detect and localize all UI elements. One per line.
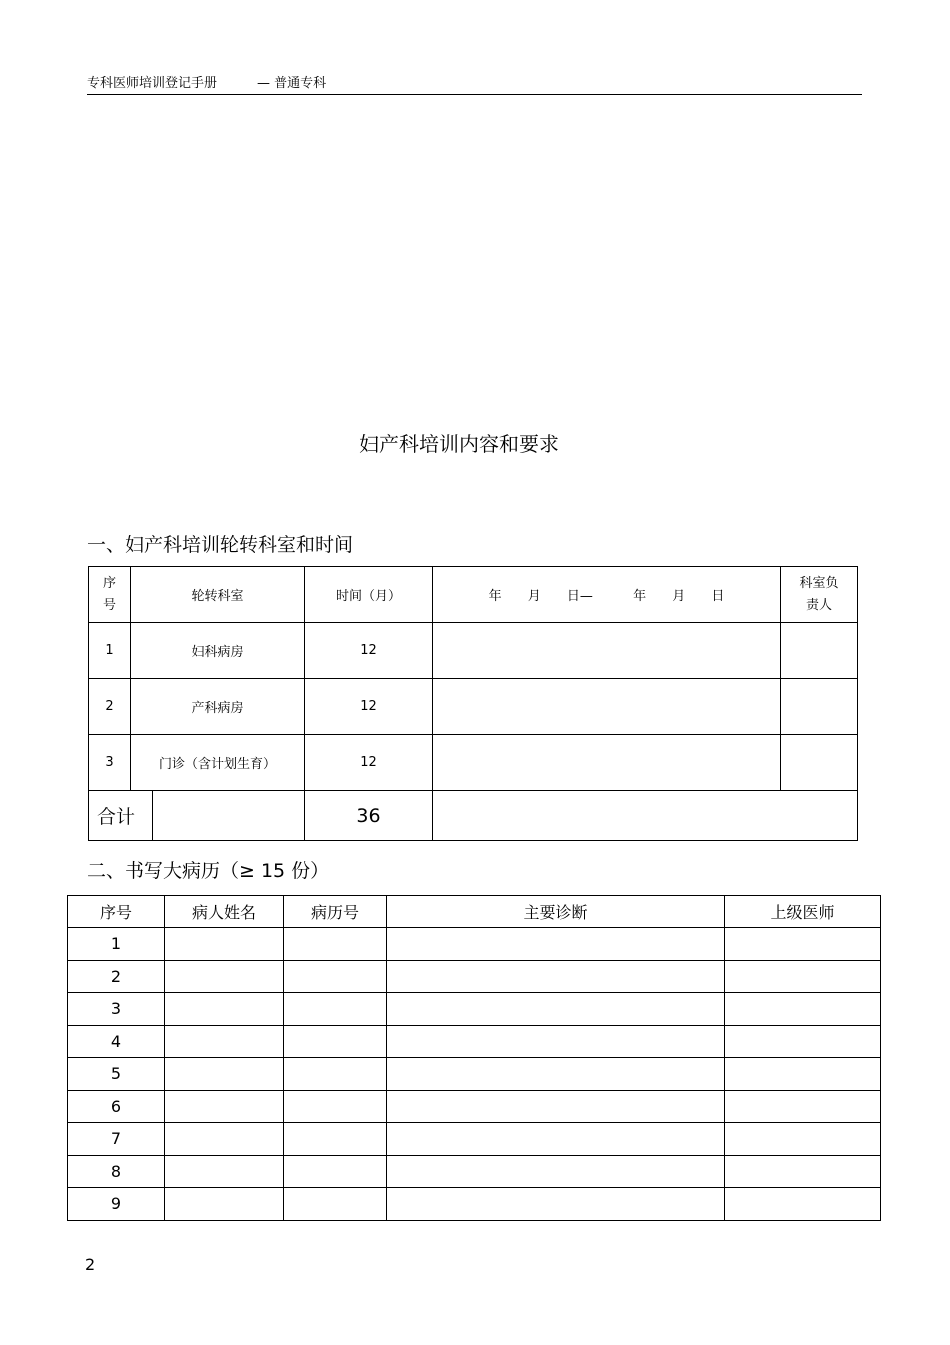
row-dept: 妇科病房 (131, 623, 305, 679)
row-seq: 7 (68, 1123, 165, 1156)
total-blank-cell (153, 791, 305, 841)
supervisor-cell[interactable] (725, 1025, 881, 1058)
record-number-cell[interactable] (284, 1123, 387, 1156)
diagnosis-cell[interactable] (387, 928, 725, 961)
supervisor-cell[interactable] (725, 1155, 881, 1188)
supervisor-cell[interactable] (725, 1188, 881, 1221)
rotation-header-row (89, 567, 858, 623)
patient-name-cell[interactable] (165, 993, 284, 1026)
diagnosis-cell[interactable] (387, 960, 725, 993)
row-seq: 1 (68, 928, 165, 961)
diagnosis-cell[interactable] (387, 1025, 725, 1058)
table-row (89, 623, 858, 679)
table-row (68, 928, 881, 961)
header-book-title: 专科医师培训登记手册 (87, 76, 218, 91)
total-remarks-cell[interactable] (433, 791, 858, 841)
total-label: 合计 (89, 791, 153, 841)
header-patient-name: 病人姓名 (165, 896, 284, 928)
row-seq: 3 (68, 993, 165, 1026)
row-seq: 2 (68, 960, 165, 993)
table-row (68, 1123, 881, 1156)
patient-name-cell[interactable] (165, 960, 284, 993)
record-number-cell[interactable] (284, 1188, 387, 1221)
table-row (89, 735, 858, 791)
document-title: 妇产科培训内容和要求 (359, 432, 559, 456)
header-dates: 年 月 日— 年 月 日 (433, 567, 781, 623)
record-number-cell[interactable] (284, 993, 387, 1026)
row-seq: 4 (68, 1025, 165, 1058)
supervisor-cell[interactable] (725, 993, 881, 1026)
row-months: 12 (305, 735, 433, 791)
record-number-cell[interactable] (284, 1025, 387, 1058)
diagnosis-cell[interactable] (387, 1123, 725, 1156)
header-dept-head: 科室负 责人 (781, 567, 858, 623)
table-row (68, 1188, 881, 1221)
record-number-cell[interactable] (284, 928, 387, 961)
row-seq: 5 (68, 1058, 165, 1091)
table-row (68, 1090, 881, 1123)
section2-title: 二、书写大病历（≥ 15 份） (87, 860, 330, 882)
row-dates-cell[interactable] (433, 623, 781, 679)
row-dates-cell[interactable] (433, 679, 781, 735)
table-row (68, 1058, 881, 1091)
row-seq: 3 (89, 735, 131, 791)
supervisor-cell[interactable] (725, 928, 881, 961)
row-months: 12 (305, 623, 433, 679)
record-number-cell[interactable] (284, 1058, 387, 1091)
table-row (89, 679, 858, 735)
header-months: 时间（月） (305, 567, 433, 623)
patient-name-cell[interactable] (165, 1025, 284, 1058)
row-seq: 6 (68, 1090, 165, 1123)
page-header (87, 70, 862, 95)
row-seq: 8 (68, 1155, 165, 1188)
table-row (68, 1155, 881, 1188)
diagnosis-cell[interactable] (387, 1188, 725, 1221)
row-months: 12 (305, 679, 433, 735)
record-number-cell[interactable] (284, 1090, 387, 1123)
diagnosis-cell[interactable] (387, 1058, 725, 1091)
header-subject: — 普通专科 (257, 76, 327, 91)
row-seq: 1 (89, 623, 131, 679)
row-dept: 门诊（含计划生育） (131, 735, 305, 791)
supervisor-cell[interactable] (725, 1058, 881, 1091)
row-dept-head-cell[interactable] (781, 623, 858, 679)
row-seq: 2 (89, 679, 131, 735)
record-number-cell[interactable] (284, 1155, 387, 1188)
header-seq: 序 号 (89, 567, 131, 623)
total-row (89, 791, 858, 841)
row-dates-cell[interactable] (433, 735, 781, 791)
page-number: 2 (85, 1255, 96, 1274)
header-seq: 序号 (68, 896, 165, 928)
row-dept-head-cell[interactable] (781, 679, 858, 735)
header-record-number: 病历号 (284, 896, 387, 928)
rotation-table (88, 566, 858, 841)
supervisor-cell[interactable] (725, 1123, 881, 1156)
table-row (68, 960, 881, 993)
table-row (68, 993, 881, 1026)
section1-title: 一、妇产科培训轮转科室和时间 (87, 534, 354, 556)
row-dept-head-cell[interactable] (781, 735, 858, 791)
medical-records-table (67, 895, 881, 1221)
patient-name-cell[interactable] (165, 1155, 284, 1188)
header-diagnosis: 主要诊断 (387, 896, 725, 928)
patient-name-cell[interactable] (165, 1188, 284, 1221)
row-seq: 9 (68, 1188, 165, 1221)
patient-name-cell[interactable] (165, 928, 284, 961)
row-dept: 产科病房 (131, 679, 305, 735)
header-supervisor: 上级医师 (725, 896, 881, 928)
record-number-cell[interactable] (284, 960, 387, 993)
supervisor-cell[interactable] (725, 960, 881, 993)
diagnosis-cell[interactable] (387, 993, 725, 1026)
records-header-row (68, 896, 881, 928)
patient-name-cell[interactable] (165, 1090, 284, 1123)
total-months: 36 (305, 791, 433, 841)
patient-name-cell[interactable] (165, 1058, 284, 1091)
diagnosis-cell[interactable] (387, 1155, 725, 1188)
header-dept: 轮转科室 (131, 567, 305, 623)
diagnosis-cell[interactable] (387, 1090, 725, 1123)
table-row (68, 1025, 881, 1058)
supervisor-cell[interactable] (725, 1090, 881, 1123)
patient-name-cell[interactable] (165, 1123, 284, 1156)
